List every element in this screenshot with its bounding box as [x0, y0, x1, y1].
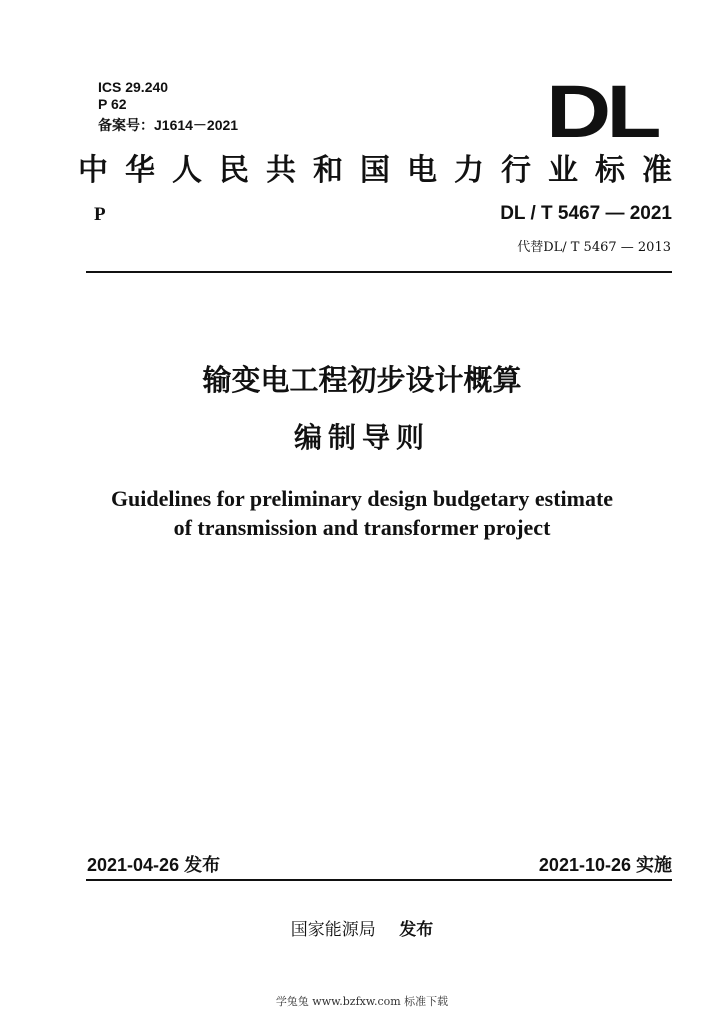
top-divider — [86, 271, 672, 273]
industry-char: 力 — [454, 153, 484, 188]
issuer-action: 发布 — [399, 920, 434, 940]
industry-char: 行 — [501, 153, 531, 188]
issuer-name: 国家能源局 — [290, 920, 376, 940]
industry-char: 准 — [642, 153, 672, 188]
chinese-title-line-2: 编制导则 — [293, 421, 430, 454]
industry-char: 国 — [360, 153, 390, 188]
industry-char: 人 — [172, 153, 202, 188]
watermark-text: 学兔兔 www.bzfxw.com 标准下载 — [275, 995, 449, 1008]
ccs-code: P 62 — [98, 96, 127, 112]
dl-logo: DL — [546, 70, 657, 153]
industry-char: 共 — [266, 153, 296, 188]
chinese-title-line-1: 输变电工程初步设计概算 — [202, 363, 522, 397]
filing-number: 备案号：J1614－2021 — [98, 117, 239, 133]
issuer-line — [0, 915, 724, 940]
industry-char: 和 — [313, 153, 343, 188]
english-title-line-2: of transmission and transformer project — [173, 515, 551, 540]
industry-char: 电 — [407, 153, 437, 188]
industry-char: 华 — [125, 153, 155, 188]
category-code: P — [94, 204, 106, 225]
industry-char: 标 — [595, 153, 625, 188]
industry-char: 民 — [219, 153, 249, 188]
ics-code: ICS 29.240 — [98, 79, 169, 95]
industry-standard-title — [78, 152, 672, 190]
replaces-standard: 代替DL/ T 5467 — 2013 — [517, 240, 671, 255]
bottom-divider — [86, 879, 672, 881]
industry-char: 业 — [548, 153, 578, 188]
standard-number: DL / T 5467 — 2021 — [500, 203, 672, 224]
english-title-line-1: Guidelines for preliminary design budgetary estimate — [110, 486, 614, 511]
issue-date: 2021-04-26 发布 — [87, 855, 221, 875]
implementation-date: 2021-10-26 实施 — [538, 855, 672, 875]
industry-char: 中 — [78, 153, 108, 188]
